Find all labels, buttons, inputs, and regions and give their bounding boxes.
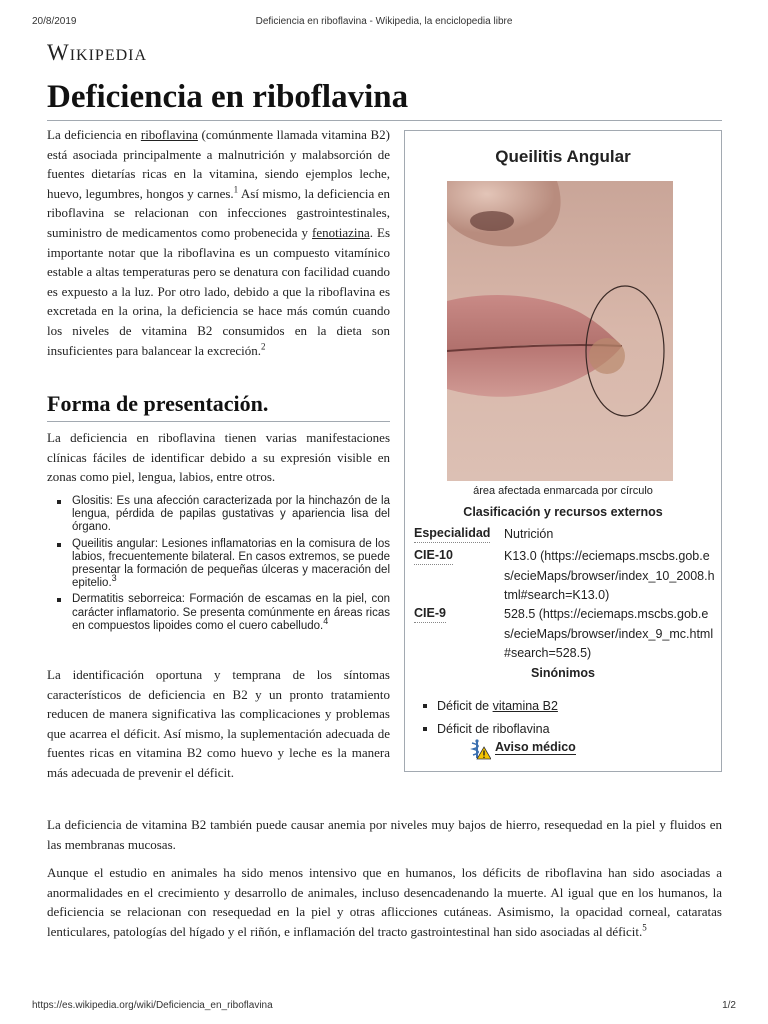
vitamina-b2-link[interactable]: vitamina B2: [492, 699, 558, 713]
list-item-text: Dermatitis seborreica: Formación de escamas en la piel, con carácter inflamatorio. Se presenta comúnmente en áreas ricas en compuestos lipoides como el cuero cabelludo.: [72, 593, 390, 632]
infobox-caption: área afectada enmarcada por círculo: [473, 485, 653, 497]
riboflavina-link[interactable]: riboflavina: [140, 127, 198, 142]
intro-text-c: Así mismo, la deficiencia en riboflavina se relacionan con infecciones gastrointestinales, suministro de medicamentos como probenecida y: [47, 185, 390, 240]
aviso-medico-label: Aviso médico: [495, 740, 576, 754]
list-item-text: Glositis: Es una afección caracterizada por la hinchazón de la lengua, pérdida de papilas gustativas y apariencia lisa del órgano.: [72, 495, 390, 534]
infobox-title: Queilitis Angular: [495, 147, 631, 166]
infobox-row-cie9: [414, 605, 715, 665]
ref-4[interactable]: 4: [323, 616, 329, 626]
presentacion-text: La deficiencia en riboflavina tienen varias manifestaciones clínicas fáciles de identificar debido a su expresión visible en zonas como piel, lengua, labios, entre otros.: [47, 430, 390, 485]
ref-1[interactable]: 1: [233, 184, 239, 195]
nutricion-link[interactable]: Nutrición: [504, 527, 554, 541]
synonym-list: [423, 695, 558, 741]
infobox-image[interactable]: [447, 181, 673, 481]
aviso-medico[interactable]: [495, 740, 576, 754]
infobox-section-external: Clasificación y recursos externos: [463, 505, 663, 519]
ref-5[interactable]: 5: [642, 922, 647, 933]
infobox-section-synonyms: Sinónimos: [531, 666, 595, 680]
fenotiazina-link[interactable]: fenotiazina: [312, 224, 370, 240]
print-date: 20/8/2019: [32, 16, 77, 27]
animals-text: Aunque el estudio en animales ha sido menos intensivo que en humanos, los déficits de riboflavina han sido asociadas a anormalidades en el crecimiento y desarrollo de animales, incluso desencadenando la muerte. Al igual que en los humanos, la deficiencia se relacionan con resequedad en la piel y otras aflicciones cutáneas. Asimismo, la opacidad corneal, cataratas lenticulares, patologías del hígado y el riñón, e inflamación del tracto gastrointestinal han sido asociadas al déficit.: [47, 865, 722, 939]
print-url: https://es.wikipedia.org/wiki/Deficiencia_en_riboflavina: [32, 1000, 273, 1011]
presentacion-paragraph: [47, 428, 390, 487]
identificacion-paragraph: [47, 665, 390, 783]
list-item: [423, 695, 558, 718]
angular-cheilitis-photo: [447, 181, 673, 481]
list-item: [54, 593, 390, 633]
synonym-prefix: Déficit de: [437, 699, 493, 713]
anemia-paragraph: La deficiencia de vitamina B2 también puede causar anemia por niveles muy bajos de hierro, resequedad en la piel y fluidos en las membranas mucosas.: [47, 817, 722, 852]
identificacion-text: La identificación oportuna y temprana de los síntomas característicos de deficiencia en B2 y un pronto tratamiento reducen de manera significativa las complicaciones y problemas que acarrea el déficit. Así mismo, la suplementación adecuada de fuentes ricas en vitamina B2 como huevo y leche es la manera más adecuada de prevenir el déficit.: [47, 667, 390, 780]
list-item: [54, 495, 390, 535]
infobox-row-especialidad: [414, 525, 715, 545]
row-key: CIE-9: [414, 605, 446, 623]
section-heading-presentacion: Forma de presentación.: [47, 390, 390, 422]
cie10-link[interactable]: K13.0 (https://eciemaps.mscbs.gob.es/ecieMaps/browser/index_10_2008.html#search=K13.0): [504, 549, 715, 602]
infobox: [404, 130, 722, 772]
wikipedia-logo[interactable]: Wikipedia: [47, 40, 148, 65]
intro-text-a: La deficiencia en: [47, 127, 141, 142]
intro-text-d: . Es importante notar que la riboflavina es un compuesto vitamínico estable a altas temperaturas pero se denatura con facilidad cuando es expuesto a la luz. Por otro lado, debido a que la riboflavina es excretada en la orina, la deficiencia se hace más común cuando los niveles de vitamina B2 consumidos en la dieta son insuficientes para balancear la excreción.: [47, 224, 391, 358]
print-footer: [32, 1000, 736, 1014]
symptom-list: [54, 495, 390, 636]
medical-warning-icon: [467, 738, 491, 760]
intro-text: [47, 125, 390, 360]
print-header: [32, 16, 736, 30]
print-page-number: 1/2: [722, 1000, 736, 1011]
list-item-text: Queilitis angular: Lesiones inflamatorias en la comisura de los labios, frecuentemente bilateral. En casos extremos, se puede presentar la formación de pequeñas úlceras y maceración del epitelio.: [72, 537, 390, 590]
intro-text-b: (comúnmente llamada vitamina B2) está asociada principalmente a malnutrición y malabsorción de fuentes dietarías ricas en la vitamina, siendo ejemplos leche, huevo, legumbres, hongos y carnes.: [47, 127, 390, 201]
row-key: CIE-10: [414, 547, 453, 565]
row-key: Especialidad: [414, 525, 490, 543]
list-item: [54, 538, 390, 591]
ref-2[interactable]: 2: [261, 341, 266, 352]
print-page-title: Deficiencia en riboflavina - Wikipedia, la enciclopedia libre: [255, 16, 513, 27]
ref-3[interactable]: 3: [111, 573, 117, 584]
synonym-text: Déficit de riboflavina: [437, 722, 550, 736]
infobox-row-cie10: [414, 547, 715, 607]
page-title: Deficiencia en riboflavina: [47, 78, 722, 121]
cie9-link[interactable]: 528.5 (https://eciemaps.mscbs.gob.es/ecieMaps/browser/index_9_mc.html#search=528.5): [504, 607, 714, 660]
intro-paragraph: [47, 125, 390, 360]
animals-paragraph: [47, 863, 722, 941]
